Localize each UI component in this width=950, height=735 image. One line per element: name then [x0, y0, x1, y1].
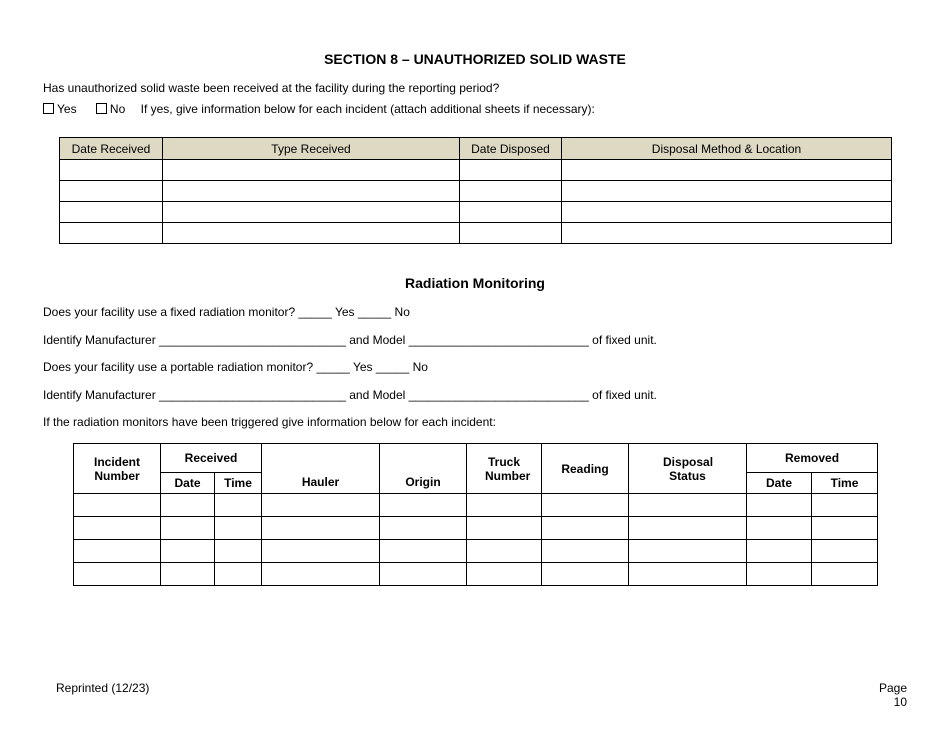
table-cell[interactable]	[812, 563, 878, 586]
col-date-received: Date Received	[60, 138, 163, 160]
table-cell[interactable]	[262, 540, 380, 563]
table-cell[interactable]	[467, 517, 542, 540]
col-disposal-method: Disposal Method & Location	[562, 138, 892, 160]
table-cell[interactable]	[60, 181, 163, 202]
table-row	[74, 517, 878, 540]
col-incident-number: Incident Number	[74, 444, 161, 494]
table-cell[interactable]	[161, 517, 215, 540]
table-row	[60, 181, 892, 202]
table-cell[interactable]	[74, 563, 161, 586]
table-row	[74, 540, 878, 563]
portable-monitor-question: Does your facility use a portable radiation monitor? _____ Yes _____ No	[43, 360, 428, 374]
table-cell[interactable]	[74, 540, 161, 563]
table-cell[interactable]	[747, 494, 812, 517]
table-cell[interactable]	[380, 563, 467, 586]
waste-question: Has unauthorized solid waste been received at the facility during the reporting period?	[43, 81, 500, 95]
table-cell[interactable]	[812, 494, 878, 517]
table-row	[60, 223, 892, 244]
table-cell[interactable]	[161, 540, 215, 563]
table-cell[interactable]	[562, 202, 892, 223]
fixed-monitor-question: Does your facility use a fixed radiation monitor? _____ Yes _____ No	[43, 305, 410, 319]
table-cell[interactable]	[467, 494, 542, 517]
table-cell[interactable]	[380, 517, 467, 540]
trigger-instruction: If the radiation monitors have been triggered give information below for each incident:	[43, 415, 496, 429]
table-cell[interactable]	[60, 223, 163, 244]
table-cell[interactable]	[161, 494, 215, 517]
radiation-incident-table	[73, 443, 878, 586]
yes-label: Yes	[57, 102, 77, 116]
reprinted-note: Reprinted (12/23)	[56, 681, 150, 695]
table-row	[60, 202, 892, 223]
col-date-disposed: Date Disposed	[460, 138, 562, 160]
table-cell[interactable]	[215, 494, 262, 517]
table-cell[interactable]	[60, 160, 163, 181]
no-option[interactable]	[96, 102, 125, 116]
yes-no-row	[43, 102, 595, 116]
identify-portable-line: Identify Manufacturer ____________________________ and Model ___________________________ of fixed unit.	[43, 388, 657, 402]
table-cell[interactable]	[542, 540, 629, 563]
table-cell[interactable]	[562, 181, 892, 202]
table-cell[interactable]	[74, 517, 161, 540]
page-number: 10	[893, 695, 907, 709]
table-cell[interactable]	[262, 563, 380, 586]
yes-option[interactable]	[43, 102, 77, 116]
table-cell[interactable]	[467, 563, 542, 586]
table-cell[interactable]	[460, 223, 562, 244]
table-cell[interactable]	[460, 181, 562, 202]
table-cell[interactable]	[747, 563, 812, 586]
table-cell[interactable]	[163, 223, 460, 244]
col-hauler: Hauler	[262, 444, 380, 494]
col-origin: Origin	[380, 444, 467, 494]
no-checkbox[interactable]	[96, 103, 107, 114]
page-label: Page	[878, 681, 907, 695]
table-cell[interactable]	[60, 202, 163, 223]
table-cell[interactable]	[163, 202, 460, 223]
col-type-received: Type Received	[163, 138, 460, 160]
table-row	[74, 494, 878, 517]
col-received-time: Time	[215, 473, 262, 494]
table-cell[interactable]	[163, 160, 460, 181]
table-cell[interactable]	[163, 181, 460, 202]
table-cell[interactable]	[812, 540, 878, 563]
col-disposal-status: Disposal Status	[629, 444, 747, 494]
table-cell[interactable]	[460, 202, 562, 223]
table-header-row	[74, 444, 878, 473]
table-cell[interactable]	[542, 563, 629, 586]
table-cell[interactable]	[380, 540, 467, 563]
col-removed-time: Time	[812, 473, 878, 494]
col-received-date: Date	[161, 473, 215, 494]
col-removed: Removed	[747, 444, 878, 473]
table-cell[interactable]	[542, 494, 629, 517]
table-header-row	[60, 138, 892, 160]
table-cell[interactable]	[812, 517, 878, 540]
table-row	[74, 563, 878, 586]
yes-checkbox[interactable]	[43, 103, 54, 114]
table-cell[interactable]	[747, 517, 812, 540]
table-cell[interactable]	[215, 517, 262, 540]
section-title: SECTION 8 – UNAUTHORIZED SOLID WASTE	[324, 51, 626, 67]
table-cell[interactable]	[215, 563, 262, 586]
table-cell[interactable]	[262, 517, 380, 540]
col-reading: Reading	[542, 444, 629, 494]
table-cell[interactable]	[74, 494, 161, 517]
identify-fixed-line: Identify Manufacturer ____________________________ and Model ___________________________ of fixed unit.	[43, 333, 657, 347]
col-truck-number: Truck Number	[467, 444, 542, 494]
table-cell[interactable]	[460, 160, 562, 181]
col-received: Received	[161, 444, 262, 473]
table-cell[interactable]	[629, 494, 747, 517]
table-cell[interactable]	[747, 540, 812, 563]
table-cell[interactable]	[629, 517, 747, 540]
table-cell[interactable]	[562, 160, 892, 181]
table-cell[interactable]	[542, 517, 629, 540]
table-cell[interactable]	[380, 494, 467, 517]
instruction-text: If yes, give information below for each incident (attach additional sheets if necessary):	[140, 102, 595, 116]
col-removed-date: Date	[747, 473, 812, 494]
table-cell[interactable]	[467, 540, 542, 563]
table-cell[interactable]	[629, 540, 747, 563]
table-cell[interactable]	[161, 563, 215, 586]
table-cell[interactable]	[629, 563, 747, 586]
table-cell[interactable]	[562, 223, 892, 244]
no-label: No	[109, 102, 126, 116]
table-cell[interactable]	[262, 494, 380, 517]
page-indicator	[879, 681, 907, 709]
table-row	[60, 160, 892, 181]
unauthorized-waste-table	[59, 137, 892, 244]
radiation-title: Radiation Monitoring	[405, 275, 545, 291]
table-cell[interactable]	[215, 540, 262, 563]
